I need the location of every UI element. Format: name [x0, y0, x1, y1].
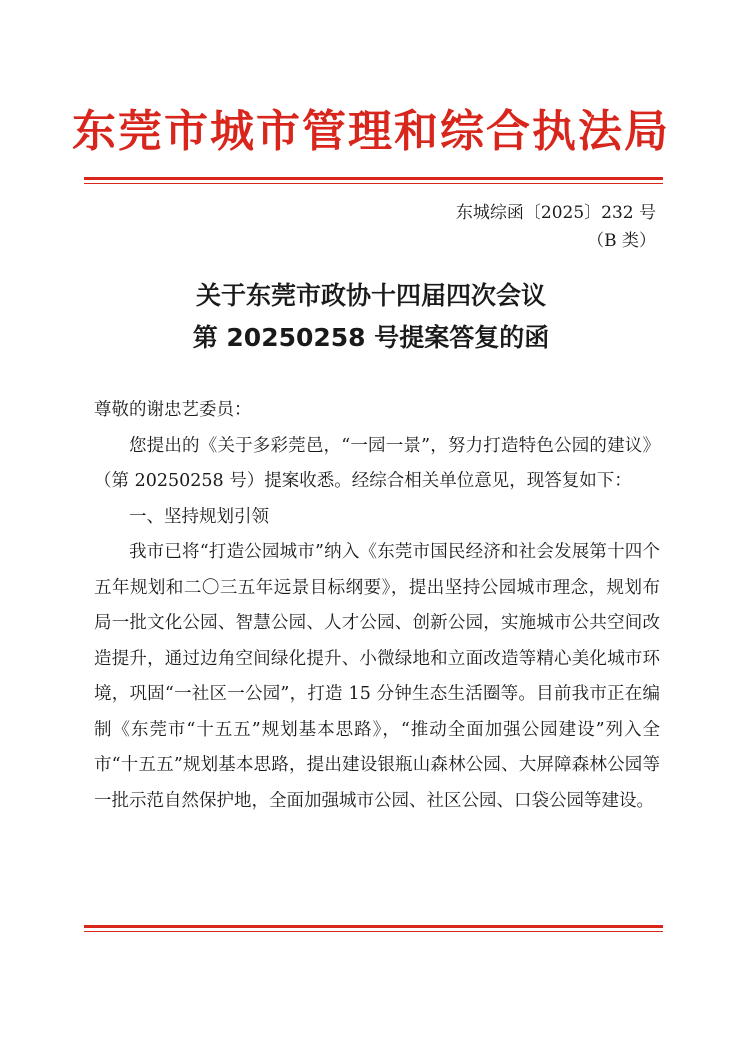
letterhead-rule-thick	[84, 177, 663, 180]
document-class: （B 类）	[587, 231, 656, 251]
letterhead-rule-thin	[84, 183, 663, 184]
document-title-line1: 关于东莞市政协十四届四次会议	[195, 281, 546, 310]
salutation: 尊敬的谢忠艺委员：	[94, 400, 252, 420]
footer-rule-thick	[84, 925, 663, 928]
document-title-line2: 第 20250258 号提案答复的函	[192, 323, 550, 352]
footer-rule-thin	[84, 931, 663, 932]
section-heading: 一、坚持规划引领	[129, 506, 269, 527]
document-number: 东城综函〔2025〕232 号	[455, 203, 656, 223]
intro-paragraph: 您提出的《关于多彩莞邑，“一园一景”，努力打造特色公园的建议》（第 20250258 号）提案收悉。经综合相关单位意见，现答复如下：	[94, 435, 660, 491]
section-paragraph: 我市已将“打造公园城市”纳入《东莞市国民经济和社会发展第十四个五年规划和二〇三五年远景目标纲要》，提出坚持公园城市理念，规划布局一批文化公园、智慧公园、人才公园、创新公园，实施城市公共空间改造提升，通过边角空间绿化提升、小微绿地和立面改造等精心美化城市环境，巩固“一社区一公园”，打造 15 分钟生态生活圈等。目前我市正在编制《东莞市“十五五”规划基本思路》，“推动全面加强公园建设”列入全市“十五五”规划基本思路，提出建设银瓶山森林公园、大屏障森林公园等一批示范自然保护地，全面加强城市公园、社区公园、口袋公园等建设。	[94, 542, 660, 811]
letterhead-org-name: 东莞市城市管理和综合执法局	[72, 106, 670, 157]
document-body	[94, 393, 660, 819]
